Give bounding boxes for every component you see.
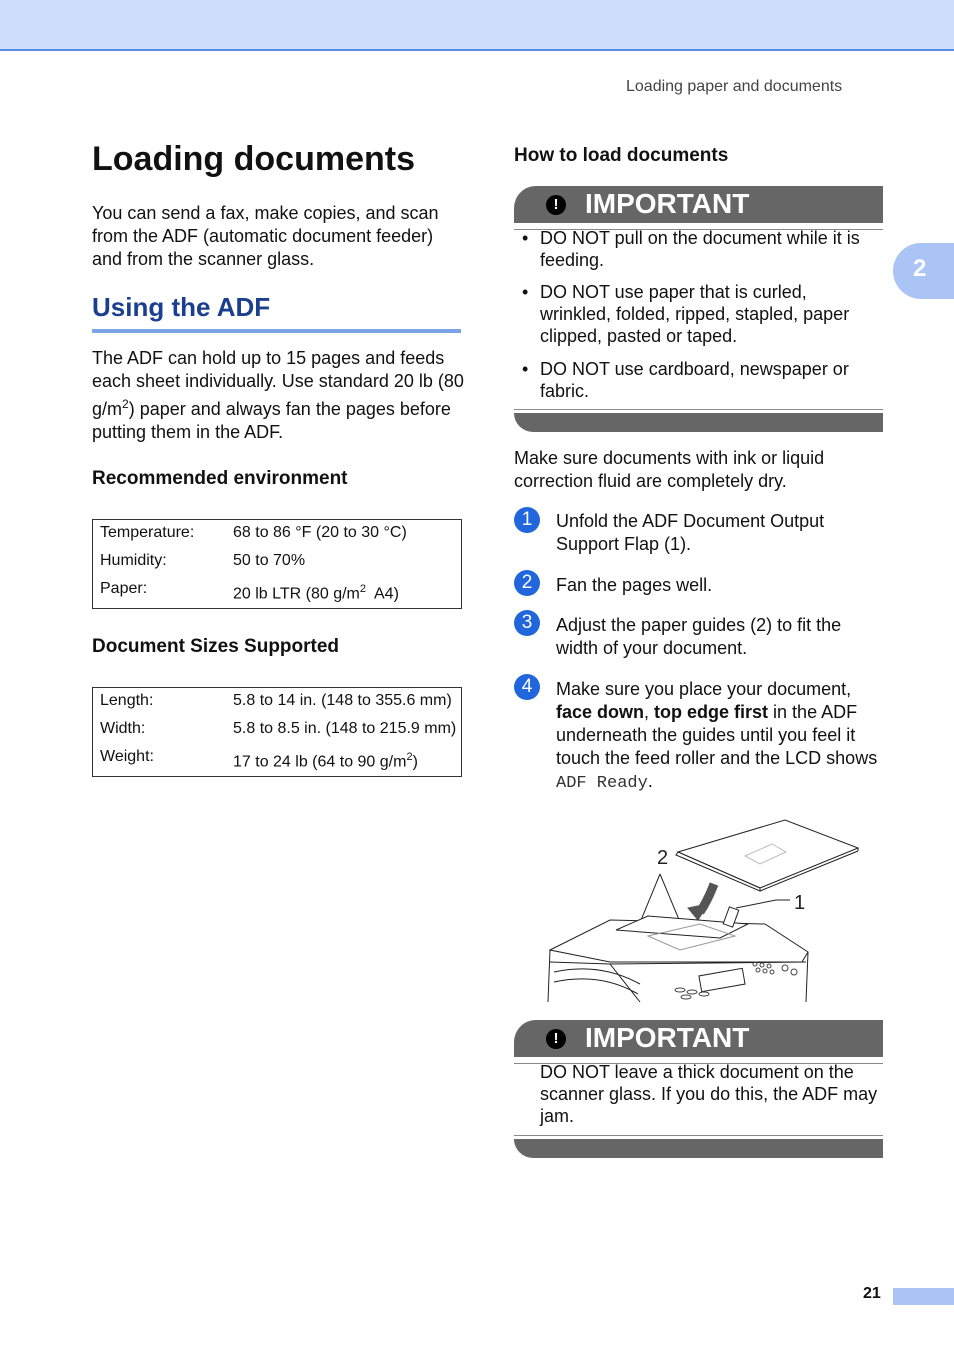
header-band — [0, 0, 954, 51]
step-text: Unfold the ADF Document Output Support Flap (1). — [556, 511, 825, 554]
intro-paragraph: You can send a fax, make copies, and scan from the ADF (automatic document feeder) and from the scanner glass. — [92, 203, 439, 269]
env-title: Recommended environment — [92, 468, 348, 489]
important-text-2: DO NOT leave a thick document on the scanner glass. If you do this, the ADF may jam. — [540, 1062, 878, 1126]
sizes-title: Document Sizes Supported — [92, 636, 340, 657]
callout-2: 2 — [657, 847, 669, 869]
step-number: 3 — [514, 610, 540, 636]
env-row-temperature: Temperature: 68 to 86 °F (20 to 30 °C) — [100, 524, 407, 541]
page-number: 21 — [863, 1285, 881, 1302]
adf-paragraph: The ADF can hold up to 15 pages and feeds each sheet individually. Use standard 20 lb (80 $g/m^2$) paper and always fan the pages before putting them in the ADF. — [92, 348, 464, 442]
size-row-width: Width: 5.8 to 8.5 in. (148 to 215.9 mm) — [100, 720, 457, 737]
step-text: Fan the pages well. — [556, 575, 713, 595]
sizes-table — [92, 687, 462, 777]
page-number-bar — [893, 1288, 954, 1305]
bullet-dot: • — [522, 228, 529, 248]
lcd-text: ADF Ready — [556, 774, 648, 793]
bullet-dot: • — [522, 359, 529, 379]
warning-icon: ! — [546, 195, 566, 215]
step-text: Make sure you place your document, face down, top edge first in the ADF underneath the guides until you feel it touch the feed roller and the LCD shows ADF Ready. — [556, 679, 878, 793]
running-title: Loading paper and documents — [626, 78, 843, 95]
important-bottom-rule — [514, 409, 883, 410]
step-number: 1 — [514, 507, 540, 533]
important-footer-bar — [514, 413, 883, 432]
important-header — [514, 186, 883, 223]
important-label-2: IMPORTANT — [585, 1022, 750, 1053]
how-to-title: How to load documents — [514, 145, 729, 166]
callout-1: 1 — [794, 892, 806, 914]
chapter-number: 2 — [913, 255, 927, 282]
chapter-tab — [893, 243, 954, 299]
important-bullet: DO NOT use cardboard, newspaper or fabric. — [540, 359, 849, 401]
bullet-dot: • — [522, 282, 529, 302]
important-bottom-rule-2 — [514, 1135, 883, 1136]
page-title: Loading documents — [92, 140, 415, 178]
important-footer-bar-2 — [514, 1139, 883, 1158]
important-header-2 — [514, 1020, 883, 1057]
size-row-length: Length: 5.8 to 14 in. (148 to 355.6 mm) — [100, 692, 452, 709]
important-bullet: DO NOT pull on the document while it is feeding. — [540, 228, 860, 270]
important-bullet: DO NOT use paper that is curled, wrinkled, folded, ripped, stapled, paper clipped, pasted or taped. — [540, 282, 850, 346]
env-row-paper: Paper: 20 lb LTR (80 $g/m^2$ A4) — [100, 580, 399, 603]
dry-note: Make sure documents with ink or liquid correction fluid are completely dry. — [514, 448, 825, 491]
step-number: 2 — [514, 570, 540, 596]
step-number: 4 — [514, 674, 540, 700]
env-row-humidity: Humidity: 50 to 70% — [100, 552, 306, 569]
adf-illustration — [540, 812, 870, 1004]
important-label: IMPORTANT — [585, 188, 750, 219]
env-table — [92, 519, 462, 609]
step-text: Adjust the paper guides (2) to fit the width of your document. — [556, 615, 842, 658]
size-row-weight: Weight: 17 to 24 lb (64 to 90 $g/m^2$) — [100, 748, 418, 771]
section-title: Using the ADF — [92, 292, 271, 322]
warning-icon: ! — [546, 1029, 566, 1049]
section-rule — [92, 329, 461, 333]
